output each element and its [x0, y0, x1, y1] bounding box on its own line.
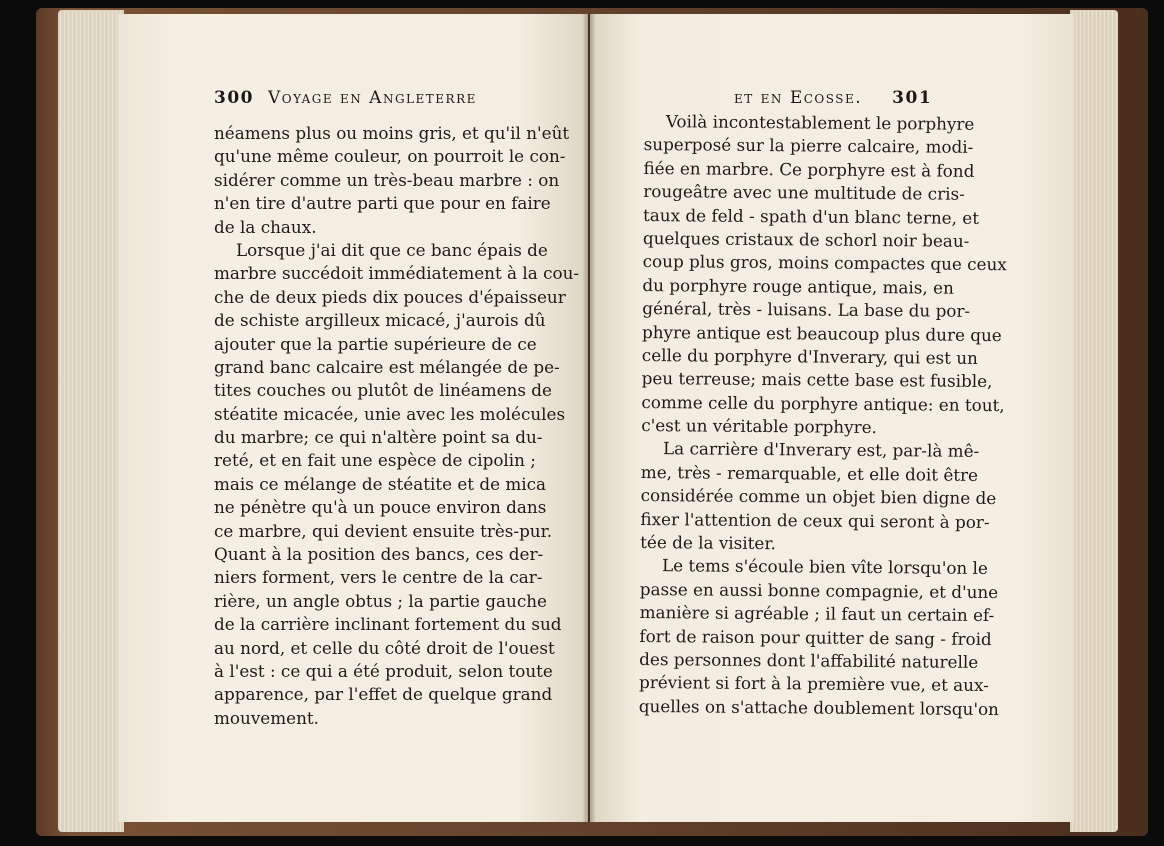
text-line: général, très - luisans. La base du por-: [642, 298, 971, 321]
text-line: manière si agréable ; il faut un certain ef-: [639, 602, 995, 626]
right-running-head: [720, 88, 1026, 112]
text-line: quelques cristaux de schorl noir beau-: [642, 227, 970, 251]
text-line: du porphyre rouge antique, mais, en: [642, 274, 954, 298]
text-line: qu'une même couleur, on pourroit le con-: [214, 146, 566, 167]
text-line: comme celle du porphyre antique: en tout,: [641, 391, 1005, 415]
left-running-head: [214, 88, 530, 112]
text-line: prévient si fort à la première vue, et aux-: [638, 672, 989, 696]
text-line: fort de raison pour quitter de sang - froid: [639, 625, 992, 649]
right-page-edges: [1070, 10, 1118, 832]
left-page-number: 300: [214, 88, 254, 108]
text-line: mouvement.: [214, 707, 319, 728]
text-line: rougeâtre avec une multitude de cris-: [643, 181, 965, 204]
text-line: de la chaux.: [214, 216, 317, 237]
text-line: niers forment, vers le centre de la car-: [214, 567, 543, 588]
left-page-edges: [58, 10, 124, 832]
text-line: sidérer comme un très-beau marbre : on: [214, 169, 560, 190]
text-line: ce marbre, qui devient ensuite très-pur.: [214, 520, 553, 541]
text-line: Le tems s'écoule bien vîte lorsqu'on le: [661, 555, 988, 579]
text-line: passe en aussi bonne compagnie, et d'une: [639, 578, 999, 602]
text-line: des personnes dont l'affabilité naturelle: [639, 648, 979, 672]
text-line: ne pénètre qu'à un pouce environ dans: [214, 497, 547, 518]
text-line: me, très - remarquable, et elle doit être: [640, 461, 979, 485]
left-page-text: [214, 122, 580, 730]
left-running-title: Voyage en Angleterre: [268, 88, 477, 108]
text-line: fixer l'attention de ceux qui seront à por-: [640, 508, 990, 532]
text-line: au nord, et celle du côté droit de l'ouest: [214, 637, 555, 658]
text-line: peu terreuse; mais cette base est fusible,: [641, 368, 993, 392]
text-line: n'en tire d'autre parti que pour en faire: [214, 193, 551, 214]
text-line: grand banc calcaire est mélangée de pe-: [214, 356, 560, 377]
text-line: c'est un véritable porphyre.: [641, 415, 878, 438]
text-line: ajouter que la partie supérieure de ce: [214, 333, 537, 354]
text-line: marbre succédoit immédiatement à la cou-: [214, 263, 580, 284]
text-line: celle du porphyre d'Inverary, qui est un: [641, 344, 978, 368]
text-line: à l'est : ce qui a été produit, selon toute: [214, 660, 553, 681]
text-line: néamens plus ou moins gris, et qu'il n'eût: [214, 123, 570, 143]
text-line: coup plus gros, moins compactes que ceux: [642, 251, 1007, 275]
right-running-title: et en Ecosse.: [734, 88, 863, 108]
text-line: considérée comme un objet bien digne de: [640, 485, 997, 509]
text-line: mais ce mélange de stéatite et de mica: [214, 473, 547, 494]
right-page-text: [638, 110, 1007, 721]
text-line: apparence, par l'effet de quelque grand: [214, 684, 553, 705]
text-line: du marbre; ce qui n'altère point sa du-: [214, 427, 543, 448]
text-line: La carrière d'Inverary est, par-là mê-: [662, 438, 980, 462]
text-line: Quant à la position des bancs, ces der-: [214, 544, 544, 565]
text-line: fiée en marbre. Ce porphyre est à fond: [643, 157, 975, 181]
text-line: Lorsque j'ai dit que ce banc épais de: [236, 239, 548, 260]
text-line: superposé sur la pierre calcaire, modi-: [643, 134, 974, 158]
text-line: phyre antique est beaucoup plus dure que: [641, 321, 1002, 345]
text-line: Voilà incontestablement le porphyre: [665, 111, 975, 134]
text-line: rière, un angle obtus ; la partie gauche: [214, 590, 547, 611]
text-line: taux de feld - spath d'un blanc terne, et: [643, 204, 980, 228]
book-gutter: [582, 14, 596, 822]
right-page-number: 301: [892, 88, 933, 108]
text-line: tites couches ou plutôt de linéamens de: [214, 380, 552, 401]
text-line: quelles on s'attache doublement lorsqu'on: [638, 695, 1000, 719]
text-line: tée de la visiter.: [640, 532, 776, 554]
text-line: de la carrière inclinant fortement du sud: [214, 614, 562, 635]
text-line: de schiste argilleux micacé, j'aurois dû: [214, 310, 546, 331]
text-line: reté, et en fait une espèce de cipolin ;: [214, 450, 536, 471]
text-line: stéatite micacée, unie avec les molécules: [214, 403, 566, 424]
text-line: che de deux pieds dix pouces d'épaisseur: [214, 286, 566, 307]
